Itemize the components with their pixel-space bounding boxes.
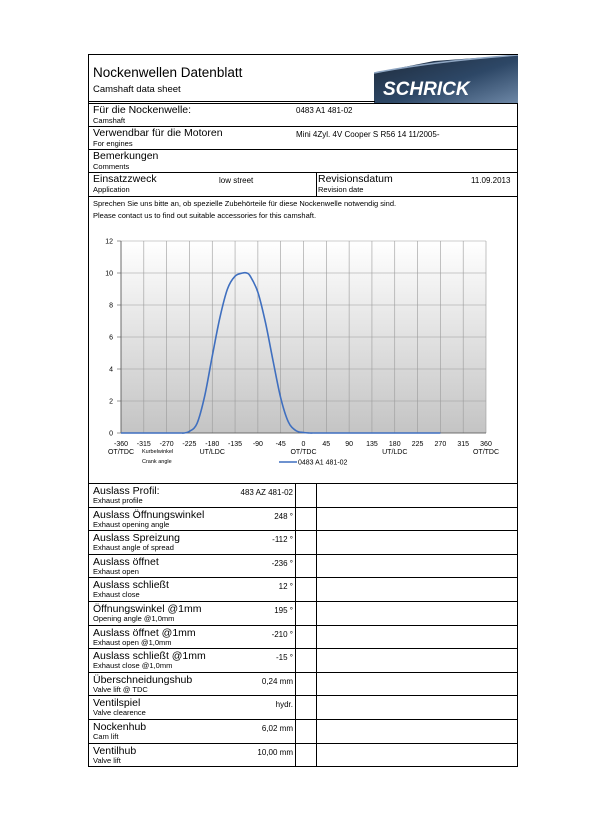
x-tick-label: -270 [159, 441, 174, 448]
x-tick-label: -225 [182, 441, 197, 448]
spec-row [89, 483, 518, 507]
x-tick-label: -315 [136, 441, 151, 448]
application-sublabel: Application [93, 185, 130, 194]
y-tick-label: 8 [109, 302, 113, 310]
x-tick-label: 135 [366, 441, 378, 448]
logo-wordmark: SCHRICK [383, 79, 470, 100]
spec-sublabel: Exhaust profile [93, 496, 143, 505]
x-tick-label: 315 [457, 441, 470, 448]
spec-row [89, 530, 518, 554]
spec-sublabel: Valve lift @ TDC [93, 684, 148, 694]
y-tick-label: 12 [105, 238, 113, 246]
x-sublabel: OT/TDC [472, 449, 500, 456]
y-tick-label: 6 [109, 334, 113, 342]
spec-row [89, 743, 518, 767]
spec-label: Ventilhub [93, 744, 137, 757]
divider [89, 719, 518, 720]
spec-value: -236 ° [271, 558, 293, 568]
x-tick-label: 90 [345, 441, 354, 448]
divider [89, 672, 518, 673]
spec-label: Auslass öffnet @1mm [93, 626, 196, 639]
divider [89, 507, 518, 508]
legend-label: 0483 A1 481-02 [298, 459, 348, 467]
camshaft-value: 0483 A1 481-02 [296, 106, 353, 115]
spec-sublabel: Exhaust angle of spread [93, 543, 174, 553]
comments-label: Bemerkungen [93, 150, 159, 162]
x-tick-label: -180 [205, 441, 220, 448]
spec-value: 248 ° [274, 511, 293, 521]
spec-value: -210 ° [271, 629, 293, 639]
spec-label: Ventilspiel [93, 697, 141, 710]
spec-value: hydr. [275, 700, 293, 710]
spec-row [89, 577, 518, 601]
engines-value: Mini 4Zyl. 4V Cooper S R56 14 11/2005- [296, 130, 440, 139]
spec-label: Auslass Spreizung [93, 532, 180, 545]
x-tick-label: 360 [480, 441, 492, 448]
spec-label: Auslass öffnet [93, 555, 159, 568]
spec-value: 483 AZ 481-02 [240, 488, 293, 497]
y-tick-label: 2 [109, 398, 113, 406]
contact-note-de: Sprechen Sie uns bitte an, ob spezielle Zubehörteile für diese Nockenwelle notwendig sind. [93, 199, 397, 208]
spec-value: 10,00 mm [257, 747, 293, 757]
spec-label: Auslass Profil: [93, 485, 160, 497]
spec-row [89, 719, 518, 743]
spec-row [89, 648, 518, 672]
x-sublabel: OT/TDC [290, 449, 317, 456]
spec-value: -112 ° [272, 535, 293, 545]
x-tick-label: 225 [411, 441, 424, 448]
spec-label: Auslass schließt [93, 579, 169, 592]
spec-label: Auslass Öffnungswinkel [93, 508, 205, 521]
spec-sublabel: Exhaust opening angle [93, 519, 170, 529]
y-tick-label: 0 [109, 430, 113, 438]
spec-label: Überschneidungshub [93, 673, 193, 686]
y-tick-label: 4 [109, 366, 113, 374]
x-tick-label: 180 [388, 441, 401, 448]
divider [89, 695, 518, 696]
divider [89, 577, 518, 578]
spec-label: Öffnungswinkel @1mm [93, 603, 202, 615]
revision-label: Revisionsdatum [318, 173, 393, 185]
divider [89, 743, 518, 744]
x-sublabel: OT/TDC [107, 449, 135, 456]
divider [89, 196, 518, 197]
x-tick-label: -90 [252, 441, 263, 448]
spec-sublabel: Valve lift [93, 755, 121, 765]
divider [89, 648, 518, 649]
y-tick-label: 10 [105, 270, 113, 278]
page-subtitle: Camshaft data sheet [93, 84, 181, 95]
spec-sublabel: Exhaust close [93, 590, 140, 600]
spec-row [89, 507, 518, 531]
spec-row [89, 672, 518, 696]
x-sublabel: UT/LDC [199, 449, 225, 456]
spec-value: -15 ° [276, 653, 293, 663]
divider [89, 101, 375, 102]
schrick-logo [374, 55, 518, 103]
spec-value: 0,24 mm [261, 676, 293, 686]
x-sublabel: UT/LDC [382, 449, 408, 456]
spec-value: 195 ° [274, 606, 293, 615]
divider [89, 554, 518, 555]
spec-sublabel: Exhaust open [93, 566, 139, 576]
x-tick-label: -360 [113, 441, 129, 448]
engines-label: Verwendbar für die Motoren [93, 127, 223, 139]
spec-value: 6,02 mm [261, 724, 293, 733]
comments-sublabel: Comments [93, 162, 130, 171]
camshaft-data-sheet [88, 54, 518, 767]
engines-sublabel: For engines [93, 139, 133, 148]
x-tick-label: -135 [228, 441, 243, 448]
revision-value: 11.09.2013 [471, 176, 511, 185]
spec-label: Auslass schließt @1mm [93, 650, 206, 663]
divider [89, 530, 518, 531]
x-tick-label: 45 [322, 441, 331, 448]
divider [316, 172, 317, 196]
spec-label: Nockenhub [93, 721, 147, 733]
page-title: Nockenwellen Datenblatt [93, 65, 243, 80]
spec-row [89, 601, 518, 625]
spec-row [89, 695, 518, 719]
spec-sublabel: Valve clearence [93, 708, 146, 718]
spec-sublabel: Opening angle @1,0mm [93, 614, 175, 623]
x-tick-label: -45 [275, 441, 286, 448]
application-label: Einsatzzweck [93, 173, 157, 185]
valve-lift-chart [89, 227, 518, 481]
spec-sublabel: Cam lift [93, 732, 119, 741]
xlabel-de: Kurbelwinkel [142, 449, 174, 455]
contact-note-en: Please contact us to find out suitable accessories for this camshaft. [93, 211, 317, 220]
revision-sublabel: Revision date [318, 185, 364, 194]
camshaft-label: Für die Nockenwelle: [93, 104, 192, 116]
spec-sublabel: Exhaust close @1,0mm [93, 661, 173, 671]
spec-row [89, 625, 518, 649]
spec-sublabel: Exhaust open @1,0mm [93, 637, 172, 647]
divider [89, 601, 518, 602]
xlabel-en: Crank angle [142, 459, 172, 465]
spec-row [89, 554, 518, 578]
divider [89, 625, 518, 626]
x-tick-label: 0 [301, 441, 306, 448]
spec-value: 12 ° [278, 582, 293, 592]
application-value: low street [219, 176, 254, 185]
x-tick-label: 270 [434, 441, 447, 448]
camshaft-sublabel: Camshaft [93, 116, 126, 125]
